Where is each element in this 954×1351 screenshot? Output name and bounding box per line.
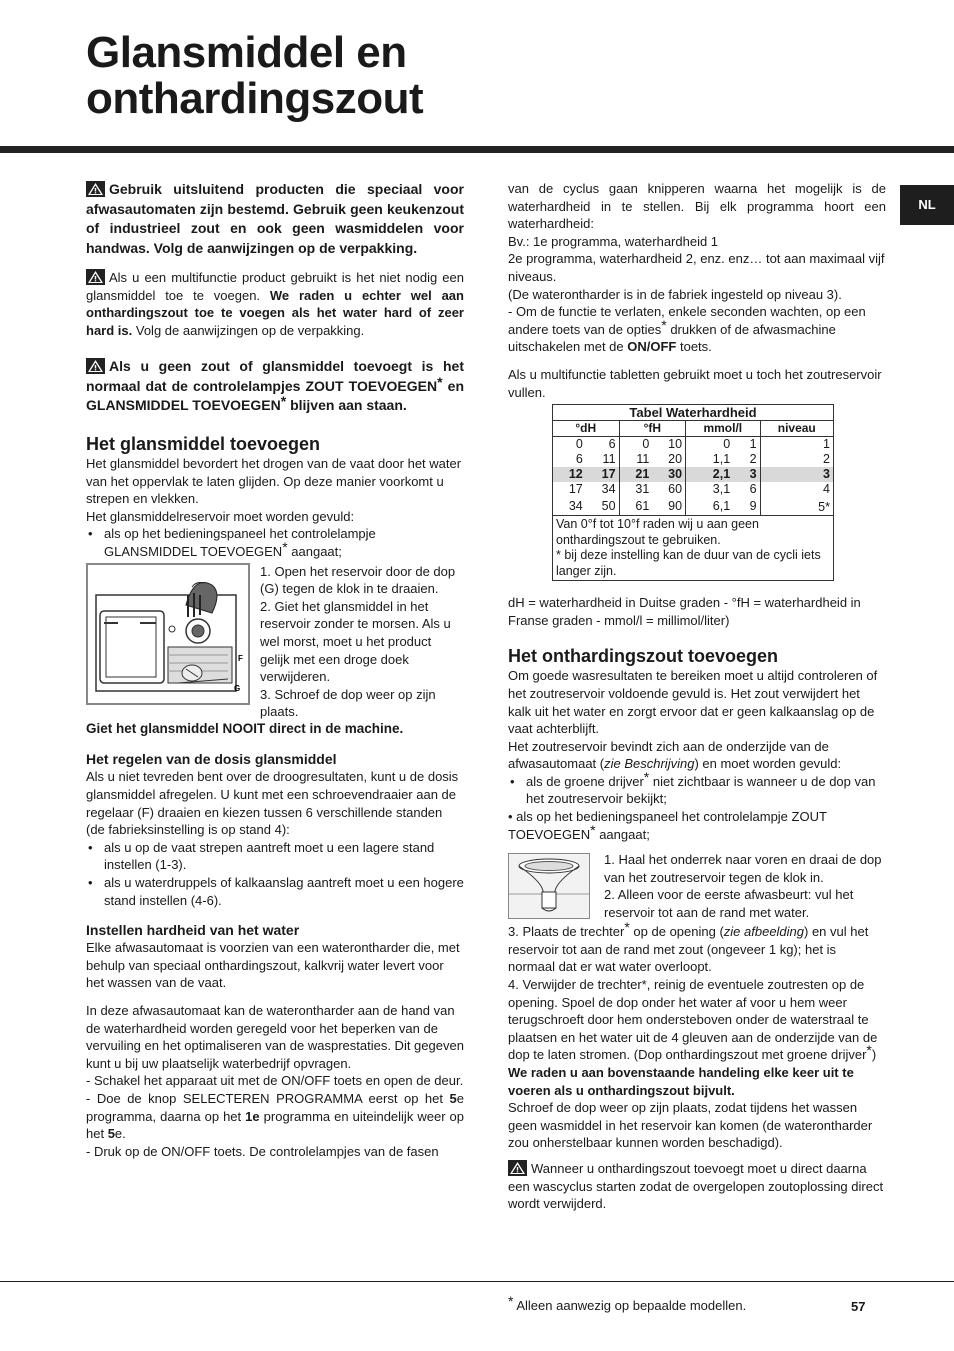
table-row bbox=[553, 497, 834, 516]
salt-step-1: 1. Haal het onderrek naar voren en draai de dop van het zoutreservoir tegen de klok in. bbox=[604, 852, 882, 885]
program-number: 1e bbox=[245, 1108, 260, 1124]
left-column bbox=[86, 180, 464, 1160]
asterisk: * bbox=[280, 392, 287, 409]
table-cell: 5* bbox=[760, 497, 833, 516]
header-rule bbox=[0, 146, 954, 153]
table-cell: 2 bbox=[733, 452, 760, 467]
continued-text: van de cyclus gaan knipperen waarna het mogelijk is de waterhardheid in te stellen. Bij elk programma hoort een waterhardheid: bbox=[508, 181, 886, 232]
hardness-step-2-text: e programma, daarna op het bbox=[86, 1090, 464, 1124]
salt-warning-text: Wanneer u onthardingszout toevoegt moet u direct daarna een wascyclus starten zodat de overgelopen zoutoplossing direct wordt verwijderd. bbox=[508, 1160, 884, 1212]
table-cell: 17 bbox=[586, 467, 619, 482]
on-off-label: ON/OFF bbox=[627, 339, 677, 355]
salt-location-ref: zie Beschrijving bbox=[604, 756, 695, 772]
footnote-text: Alleen aanwezig op bepaalde modellen. bbox=[516, 1298, 747, 1313]
salt-step-3-text: op de opening ( bbox=[633, 924, 724, 940]
program-number: 5 bbox=[449, 1090, 457, 1106]
rinse-condition-text: als op het bedieningspaneel het controlelampje GLANSMIDDEL TOEVOEGEN bbox=[104, 526, 376, 559]
rinse-steps bbox=[86, 563, 464, 721]
example-line-1: Bv.: 1e programma, waterhardheid 1 bbox=[508, 233, 719, 249]
table-row bbox=[553, 482, 834, 497]
hardness-step-3: - Druk op de ON/OFF toets. De controlelampjes van de fasen bbox=[86, 1143, 439, 1159]
footer-rule bbox=[0, 1281, 954, 1282]
warning-products-text: Gebruik uitsluitend producten die speciaal voor afwasautomaten zijn bestemd. bbox=[86, 181, 464, 217]
table-note-2: * bij deze instelling kan de duur van de cycli iets langer zijn. bbox=[556, 548, 821, 578]
table-cell: 1,1 bbox=[686, 452, 734, 467]
rinse-fill-intro: Het glansmiddelreservoir moet worden gevuld: bbox=[86, 508, 355, 524]
table-cell: 3,1 bbox=[686, 482, 734, 497]
salt-step-4-text: ) bbox=[871, 1047, 877, 1063]
table-row bbox=[553, 452, 834, 467]
salt-location bbox=[508, 738, 886, 773]
salt-step-4-text: 4. Verwijder de trechter*, reinig de eventuele zoutresten op de opening. Spoel de dop onder het water af voor u hem weer terugschroeft door hem ondersteboven onder de waterstraal te plaatsen en het water uit de 4 gleuven aan de onderzijde van de dop te laten stromen. (Dop onthardingszout met groene drijver bbox=[508, 977, 878, 1063]
table-cell: 12 bbox=[553, 467, 586, 482]
table-cell: 4 bbox=[760, 482, 833, 497]
warning-icon bbox=[86, 181, 105, 197]
hardness-step-1: - Schakel het apparaat uit met de ON/OFF toets en open de deur. bbox=[86, 1073, 464, 1089]
table-cell: 11 bbox=[586, 452, 619, 467]
warning-lights-text-1: Als u geen zout of glansmiddel toevoegt is het normaal dat de controlelampjes ZOUT TOEVOEGEN bbox=[86, 358, 464, 394]
rinse-step-2: 2. Giet het glansmiddel in het reservoir zonder te morsen. Als u wel morst, moet u het product gelijk met een droge doek verwijderen. bbox=[260, 598, 451, 685]
hardness-step-2-text: e. bbox=[114, 1126, 126, 1142]
table-cell: 21 bbox=[619, 467, 652, 482]
rinse-never-warning: Giet het glansmiddel NOOIT direct in de machine. bbox=[86, 720, 404, 736]
exit-function bbox=[508, 303, 886, 356]
dose-text: Als u niet tevreden bent over de droogresultaten, kunt u de dosis glansmiddel afregelen. U kunt met een schroevendraaier aan de regelaar (F) draaien en kiezen tussen 6 verschillende standen (de fabrieksinstelling is op stand 4): bbox=[86, 769, 459, 838]
table-cell: 0 bbox=[553, 437, 586, 453]
salt-funnel-illustration bbox=[508, 853, 590, 919]
warning-multifunction-text-1: Als u een multifunctie product gebruikt is het niet nodig een glansmiddel toe te voegen. bbox=[86, 270, 464, 303]
title-line-2: onthardingszout bbox=[86, 74, 424, 123]
table-cell: 61 bbox=[619, 497, 652, 516]
hardness-text-2: In deze afwasautomaat kan de waterontharder aan de hand van de waterhardheid worden geregeld voor het beperken van de vervuiling en het optimaliseren van de wasprestaties. Dit gegeven kunt u bij uw plaatselijk waterbedrijf opvragen. bbox=[86, 1003, 464, 1071]
multifunction-tablets: Als u multifunctie tabletten gebruikt moet u toch het zoutreservoir vullen. bbox=[508, 366, 882, 400]
rinse-step-3: 3. Schroef de dop weer op zijn plaats. bbox=[260, 686, 436, 720]
funnel-drawing bbox=[509, 854, 589, 918]
asterisk: * bbox=[508, 1293, 514, 1309]
table-cell: 20 bbox=[652, 452, 685, 467]
program-number: 5 bbox=[107, 1126, 115, 1142]
salt-screw-cap: Schroef de dop weer op zijn plaats, zodat tijdens het wassen geen wasmiddel in het reservoir kan komen (de waterontharder zou onherstelbaar kunnen worden beschadigd). bbox=[508, 1100, 873, 1151]
table-notes bbox=[553, 516, 834, 581]
table-cell: 90 bbox=[652, 497, 685, 516]
table-cell: 6 bbox=[553, 452, 586, 467]
rinse-intro: Het glansmiddel bevordert het drogen van de vaat door het water van het oppervlak te laten glijden. Op deze manier voorkomt u strepen en vlekken. bbox=[86, 455, 462, 507]
salt-step-3-text: 3. Plaats de trechter bbox=[508, 924, 625, 940]
salt-intro: Om goede wasresultaten te bereiken moet u altijd controleren of het zoutreservoir voldoende gevuld is. Het zout verwijdert het kalk uit het water en zorgt ervoor dat er geen kalkaanslag op de vaat achterblijft. bbox=[508, 668, 878, 737]
label-f: F bbox=[238, 653, 243, 663]
table-cell: 9 bbox=[733, 497, 760, 516]
list-item: • als u waterdruppels of kalkaanslag aantreft moet u een hogere stand instellen (4-6). bbox=[86, 874, 464, 909]
table-header: niveau bbox=[760, 421, 833, 437]
table-cell: 2 bbox=[760, 452, 833, 467]
asterisk: * bbox=[643, 768, 650, 785]
list-item: • als u op de vaat strepen aantreft moet u een lagere stand instellen (1-3). bbox=[86, 839, 464, 874]
hardness-text-1: Elke afwasautomaat is voorzien van een waterontharder die, met behulp van speciaal onthardingszout, kalkvrij water levert voor het wassen van de vaat. bbox=[86, 940, 460, 991]
title-line-1: Glansmiddel en bbox=[86, 28, 407, 77]
table-row-highlighted bbox=[553, 467, 834, 482]
rinse-aid-dispenser-illustration bbox=[86, 563, 250, 705]
salt-step-3 bbox=[508, 919, 886, 976]
footnote bbox=[508, 1293, 747, 1315]
salt-step-4 bbox=[508, 976, 886, 1064]
warning-indicator-lights bbox=[86, 357, 464, 415]
table-row bbox=[553, 437, 834, 453]
water-hardness-table bbox=[552, 404, 834, 581]
warning-icon bbox=[508, 1160, 527, 1176]
asterisk: * bbox=[624, 919, 630, 936]
rinse-condition-text-2: aangaat; bbox=[291, 543, 342, 559]
table-cell: 34 bbox=[553, 497, 586, 516]
table-cell: 6 bbox=[733, 482, 760, 497]
list-item bbox=[508, 768, 886, 808]
table-cell: 17 bbox=[553, 482, 586, 497]
dispenser-drawing bbox=[88, 565, 248, 703]
table-header: °dH bbox=[553, 421, 620, 437]
heading-dose: Het regelen van de dosis glansmiddel bbox=[86, 751, 337, 768]
rinse-conditions bbox=[86, 525, 464, 560]
factory-setting: (De waterontharder is in de fabriek ingesteld op niveau 3). bbox=[508, 286, 842, 302]
table-cell: 60 bbox=[652, 482, 685, 497]
salt-condition-2 bbox=[508, 808, 886, 843]
warning-multifunction-text-3: Volg de aanwijzingen op de verpakking. bbox=[135, 322, 365, 338]
table-cell: 0 bbox=[619, 437, 652, 453]
salt-location-text: ) en moet worden gevuld: bbox=[694, 756, 842, 772]
warning-lights-text-3: blijven aan staan. bbox=[290, 396, 407, 413]
salt-warning bbox=[508, 1160, 886, 1213]
label-g: G bbox=[234, 683, 241, 693]
salt-step-3-ref: zie afbeelding bbox=[723, 924, 805, 940]
salt-recommendation: We raden u aan bovenstaande handeling elke keer uit te voeren als u onthardingszout bijvult. bbox=[508, 1065, 854, 1098]
units-legend: dH = waterhardheid in Duitse graden - °fH = waterhardheid in Franse graden - mmol/l = millimol/liter) bbox=[508, 595, 861, 628]
language-tab[interactable]: NL bbox=[900, 185, 954, 225]
table-cell: 3 bbox=[760, 467, 833, 482]
warning-multifunction-text-2: We raden u echter wel aan onthardingszout toe te voegen als het water hard of zeer hard is. bbox=[86, 287, 464, 338]
warning-lights-text-2: en GLANSMIDDEL TOEVOEGEN bbox=[86, 377, 465, 413]
asterisk: * bbox=[590, 821, 596, 838]
page-number: 57 bbox=[851, 1299, 866, 1314]
table-note-1: Van 0°f tot 10°f raden wij u aan geen onthardingszout te gebruiken. bbox=[556, 517, 759, 547]
heading-salt: Het onthardingszout toevoegen bbox=[508, 646, 778, 667]
table-cell: 0 bbox=[686, 437, 734, 453]
salt-conditions bbox=[508, 768, 886, 808]
salt-steps bbox=[508, 851, 886, 923]
salt-location-text: Het zoutreservoir bevindt zich aan de onderzijde van de afwasautomaat ( bbox=[508, 738, 829, 772]
rinse-step-1: 1. Open het reservoir door de dop (G) tegen de klok in te draaien. bbox=[260, 563, 456, 597]
table-cell: 6 bbox=[586, 437, 619, 453]
asterisk: * bbox=[437, 373, 443, 390]
table-cell: 50 bbox=[586, 497, 619, 516]
salt-step-2: 2. Alleen voor de eerste afwasbeurt: vul het reservoir tot aan de rand met water. bbox=[604, 887, 854, 921]
table-cell: 3 bbox=[733, 467, 760, 482]
table-cell: 31 bbox=[619, 482, 652, 497]
right-column bbox=[508, 180, 886, 1213]
table-cell: 10 bbox=[652, 437, 685, 453]
asterisk: * bbox=[866, 1042, 872, 1059]
table-cell: 30 bbox=[652, 467, 685, 482]
warning-icon bbox=[86, 358, 105, 374]
warning-multifunction bbox=[86, 269, 464, 339]
warning-products-text-2: Gebruik geen keukenzout of industrieel zout en ook geen wasmiddelen voor handwas. Volg de aanwijzingen op de verpakking. bbox=[86, 200, 465, 256]
heading-water-hardness: Instellen hardheid van het water bbox=[86, 922, 300, 939]
table-cell: 1 bbox=[733, 437, 760, 453]
hardness-step-2-text: programma en uiteindelijk weer op het bbox=[86, 1108, 464, 1142]
salt-condition-text: niet zichtbaar is wanneer u de dop van het zoutreservoir bekijkt; bbox=[526, 773, 876, 807]
asterisk: * bbox=[661, 316, 667, 333]
table-header: mmol/l bbox=[686, 421, 760, 437]
table-cell: 2,1 bbox=[686, 467, 734, 482]
exit-function-text: - Om de functie te verlaten, enkele seconden wachten, op een andere toets van de opties bbox=[508, 304, 866, 337]
exit-function-text: drukken of de afwasmachine uitschakelen met de bbox=[508, 321, 836, 355]
table-title: Tabel Waterhardheid bbox=[553, 405, 834, 421]
dose-list bbox=[86, 839, 464, 909]
table-cell: 11 bbox=[619, 452, 652, 467]
heading-rinse-aid: Het glansmiddel toevoegen bbox=[86, 433, 321, 454]
warning-icon bbox=[86, 269, 105, 285]
table-cell: 34 bbox=[586, 482, 619, 497]
salt-condition-text: als de groene drijver bbox=[526, 773, 644, 789]
salt-condition-text: • als op het bedieningspaneel het controlelampje ZOUT TOEVOEGEN bbox=[508, 809, 827, 842]
exit-function-text: toets. bbox=[679, 339, 712, 355]
table-cell: 1 bbox=[760, 437, 833, 453]
example-line-2: 2e programma, waterhardheid 2, enz. enz… tot aan maximaal vijf niveaus. bbox=[508, 251, 885, 284]
salt-condition-text: aangaat; bbox=[599, 826, 650, 842]
hardness-step-2-text: - Doe de knop SELECTEREN PROGRAMMA eerst op het bbox=[86, 1090, 450, 1106]
page-title bbox=[86, 30, 423, 122]
hardness-step-2 bbox=[86, 1090, 464, 1143]
table-cell: 6,1 bbox=[686, 497, 734, 516]
asterisk: * bbox=[282, 538, 288, 555]
table-header: °fH bbox=[619, 421, 686, 437]
warning-products bbox=[86, 180, 464, 258]
salt-step-3-text: ) en vul het reservoir tot aan de rand met zout (ongeveer 1 kg); het is normaal dat er wat water overloopt. bbox=[508, 924, 869, 975]
list-item bbox=[86, 525, 464, 560]
